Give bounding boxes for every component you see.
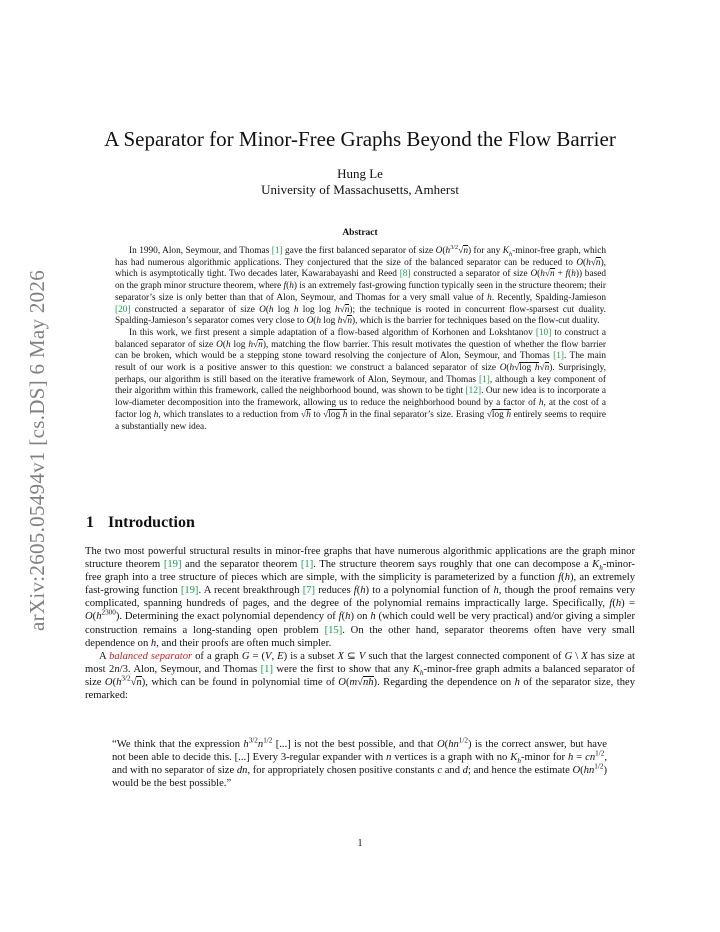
citation-link[interactable]: [10] bbox=[535, 327, 552, 338]
paper-title: A Separator for Minor-Free Graphs Beyond the Flow Barrier bbox=[104, 127, 616, 151]
citation-link[interactable]: [19] bbox=[163, 559, 182, 571]
arxiv-identifier-sidebar bbox=[18, 260, 58, 640]
citation-link[interactable]: [12] bbox=[465, 386, 482, 397]
abstract-paragraph-2: In this work, we first present a simple adaptation of a flow-based algorithm of Korhonen and Lokshtanov [10] to construct a balanced separator of size O(h log h√n), matching the flow barrier. This result motivates the question of whether the flow barrier can be broken, which would be a stepping stone toward resolving the conjecture of Alon, Seymour, and Thomas [1]. The main result of our work is a positive answer to this question: we construct a balanced separator of size O(h√log h√n). Surprisingly, perhaps, our algorithm is still based on the iterative framework of Alon, Seymour, and Thomas [1], although a key component of their algorithm within this framework, called the neighborhood bound, was shown to be tight [12]. Our new idea is to incorporate a low-diameter decomposition into the framework, allowing us to reduce the neighborhood bound by a factor of h, at the cost of a factor log h, which translates to a reduction from √h to √log h in the final separator’s size. Erasing √log h entirely seems to require a substantially new idea. bbox=[115, 327, 607, 432]
section-number: 1 bbox=[86, 514, 94, 531]
citation-link[interactable]: [1] bbox=[478, 374, 490, 385]
introduction-body bbox=[85, 545, 635, 702]
page-number: 1 bbox=[357, 838, 363, 849]
abstract-body bbox=[115, 243, 607, 433]
citation-link[interactable]: [1] bbox=[553, 351, 565, 362]
author-name: Hung Le bbox=[337, 166, 383, 181]
intro-paragraph-1: The two most powerful structural results in minor-free graphs that have numerous algorithmic applications are the graph minor structure theorem [19] and the separator theorem [1]. The structure theorem says roughly that one can decompose a $K_h-minor$-free graph into a tree structure of pieces which are simple, with the simplicity is parameterized by a function f(h), an extremely fast-growing function [19]. A recent breakthrough [7] reduces f(h) to a polynomial function of h, though the proof remains very complicated, spanning hundreds of pages, and the degree of the polynomial remains impractically large. Specifically, $f(h) = O(h^{2300})$. Determining the exact polynomial dependency of f(h) on h (which could well be very practical) and/or giving a simpler construction remains a long-standing open problem [15]. On the other hand, separator theorems often have very small dependence on h, and their proofs are often much simpler. bbox=[85, 546, 636, 649]
arxiv-identifier: arXiv:2605.05494v1 [cs.DS] 6 May 2026 bbox=[25, 269, 50, 631]
block-quote: “We think that the expression $h^{3/2}n^{1/2}$ [...] is not the best possible, and that $O(hn^{1/2})$ is the correct answer, but have not been able to decide this. [...] Every 3-regular expander with n vertices is a graph with no $K_h$-minor for $h = cn^{1/2}$, and with no separator of size dn, for appropriately chosen positive constants c and d; and hence the estimate $O(hn^{1/2})$ would be the best possible.” bbox=[112, 736, 608, 790]
citation-link[interactable]: [8] bbox=[399, 269, 411, 280]
citation-link[interactable]: [7] bbox=[302, 585, 316, 597]
citation-link[interactable]: [1] bbox=[271, 246, 283, 256]
citation-link[interactable]: [20] bbox=[115, 304, 131, 315]
abstract-heading: Abstract bbox=[342, 228, 378, 238]
citation-link[interactable]: [15] bbox=[324, 624, 343, 636]
section-title: Introduction bbox=[108, 514, 195, 531]
intro-paragraph-2: A balanced separator of a graph G = (V, E) is a subset X ⊆ V such that the largest connected component of G \ X has size at most 2n/3. Alon, Seymour, and Thomas [1] were the first to show that any $K_h-minor$-free graph admits a balanced separator of size $O(h^{3/2}√n)$, which can be found in polynomial time of O(m√nh). Regarding the dependence on h of the separator size, they remarked: bbox=[85, 650, 636, 702]
defined-term: balanced separator bbox=[109, 650, 193, 662]
section-heading bbox=[86, 514, 195, 532]
citation-link[interactable]: [19] bbox=[180, 585, 199, 597]
citation-link[interactable]: [1] bbox=[300, 559, 314, 571]
abstract-paragraph-1: In 1990, Alon, Seymour, and Thomas [1] gave the first balanced separator of size $O(h^{3/2}√n)$ for any $K_h-minor$-free graph, which has had numerous algorithmic applications. They conjectured that the size of the balanced separator can be reduced to O(h√n), which is asymptotically tight. Two decades later, Kawarabayashi and Reed [8] constructed a separator of size O(h√n + f(h)) based on the graph minor structure theorem, where f(h) is an extremely fast-growing function typically seen in the structure theorem; their separator’s size is only better than that of Alon, Seymour, and Thomas for a very small value of h. Recently, Spalding-Jamieson [20] constructed a separator of size O(h log h log log h√n); the technique is rooted in concurrent flow-sparsest cut duality. Spalding-Jamieson’s separator comes very close to O(h log h√n), which is the barrier for techniques based on the flow-cut duality. bbox=[115, 243, 607, 327]
author-block bbox=[0, 166, 720, 198]
citation-link[interactable]: [1] bbox=[260, 663, 273, 675]
author-affiliation: University of Massachusetts, Amherst bbox=[261, 182, 459, 197]
